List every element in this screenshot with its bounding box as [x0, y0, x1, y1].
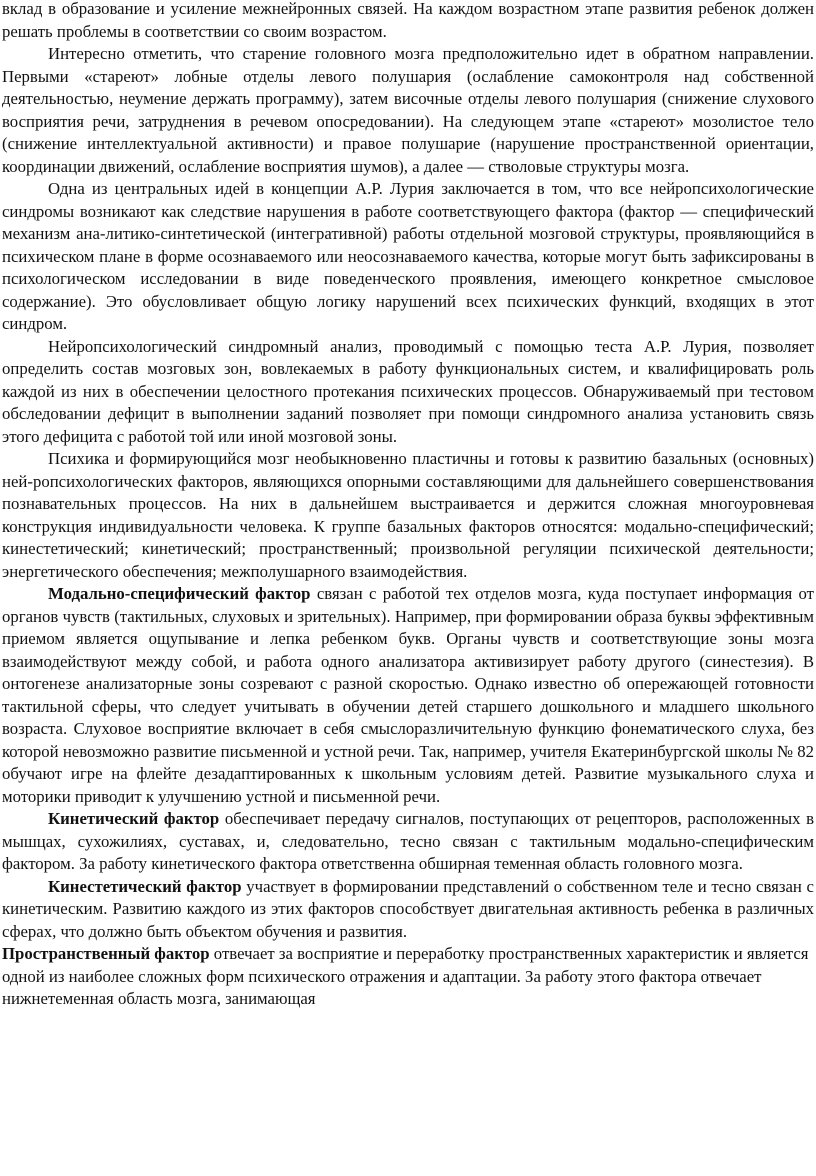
term-heading: Модально-специфический фактор — [48, 584, 311, 603]
paragraph-text: связан с работой тех отделов мозга, куда поступает информация от органов чувств (тактильных, слуховых и зрительных). Например, при формировании образа буквы эффективным приемом является ощупывание и лепка ребенком букв. Органы чувств и соответствующие зоны мозга взаимодействуют между собой, и работа одного анализатора активизирует работу другого (синестезия). В онтогенезе анализаторные зоны созревают с разной скоростью. Однако известно об опережающей готовности тактильной сферы, что следует учитывать в обучении детей старшего дошкольного и младшего школьного возраста. Слуховое восприятие включает в себя смыслоразличительную функцию фонематического слуха, без которой невозможно развитие письменной и устной речи. Так, например, учителя Екатеринбургской школы № 82 обучают игре на флейте дезадаптированных к школьным условиям детей. Развитие музыкального слуха и моторики приводит к улучшению устной и письменной речи. — [2, 584, 814, 806]
paragraph-text: вклад в образование и усиление межнейронных связей. На каждом возрастном этапе развития ребенок должен решать проблемы в соответствии со своим возрастом. — [2, 0, 814, 41]
paragraph-syndrome-analysis — [2, 336, 814, 449]
paragraph-continuation — [2, 0, 814, 43]
term-heading: Пространственный фактор — [2, 944, 210, 963]
paragraph-text: Интересно отметить, что старение головного мозга предположительно идет в обратном направлении. Первыми «стареют» лобные отделы левого полушария (ослабление самоконтроля над собственной деятельностью, неумение держать программу), затем височные отделы левого полушария (снижение слухового восприятия речи, затруднения в речевом опосредовании). На следующем этапе «стареют» мозолистое тело (снижение интеллектуальной активности) и правое полушарие (нарушение пространственной ориентации, координации движений, ослабление восприятия шумов), а далее — стволовые структуры мозга. — [2, 44, 814, 176]
paragraph-text: Психика и формирующийся мозг необыкновенно пластичны и готовы к развитию базальных (основных) ней-ропсихологических факторов, являющихся опорными составляющими для дальнейшего совершенствования познавательных процессов. На них в дальнейшем выстраивается и держится сложная многоуровневая конструкция индивидуальности человека. К группе базальных факторов относятся: модально-специфический; кинестетический; кинетический; пространственный; произвольной регуляции психической деятельности; энергетического обеспечения; межполушарного взаимодействия. — [2, 449, 814, 581]
paragraph-kinesthetic-factor — [2, 876, 814, 944]
paragraph-brain-aging — [2, 43, 814, 178]
paragraph-text: отвечает за восприятие и переработку пространственных характеристик и является одной из наиболее сложных форм психического отражения и адаптации. За работу этого фактора отвечает нижнетеменная область мозга, занимающая — [2, 944, 809, 1008]
paragraph-spatial-factor — [2, 943, 814, 1011]
paragraph-text: участвует в формировании представлений о собственном теле и тесно связан с кинетическим. Развитию каждого из этих факторов способствует двигательная активность ребенка в различных сферах, что должно быть объектом обучения и развития. — [2, 876, 814, 941]
paragraph-text: Одна из центральных идей в концепции А.Р. Лурия заключается в том, что все нейропсихологические синдромы возникают как следствие нарушения в работе соответствующего фактора (фактор — специфический механизм ана-литико-синтетической (интегративной) работы отдельной мозговой структуры, проявляющийся в психическом плане в форме осознаваемого или неосознаваемого качества, которые могут быть зафиксированы в психологическом исследовании в виде поведенческого проявления, имеющего конкретное смысловое содержание). Это обусловливает общую логику нарушений всех психических функций, входящих в этот синдром. — [2, 179, 814, 333]
paragraph-kinetic-factor — [2, 808, 814, 876]
term-heading: Кинестетический фактор — [48, 876, 242, 896]
paragraph-text: Нейропсихологический синдромный анализ, проводимый с помощью теста А.Р. Лурия, позволяет определить состав мозговых зон, вовлекаемых в работу функциональных систем, и квалифицировать роль каждой из них в обеспечении целостного протекания психических процессов. Обнаруживаемый при тестовом обследовании дефицит в выполнении заданий позволяет при помощи синдромного анализа установить связь этого дефицита с работой той или иной мозговой зоны. — [2, 336, 814, 446]
paragraph-modal-specific-factor — [2, 583, 814, 808]
paragraph-basal-factors — [2, 448, 814, 583]
paragraph-luria-concept — [2, 178, 814, 336]
term-heading: Кинетический фактор — [48, 809, 220, 828]
paragraph-text: обеспечивает передачу сигналов, поступающих от рецепторов, расположенных в мышцах, сухожилиях, суставах, и, следовательно, тесно связан с тактильным модально-специфическим фактором. За работу кинетического фактора ответственна обширная теменная область головного мозга. — [2, 809, 815, 873]
